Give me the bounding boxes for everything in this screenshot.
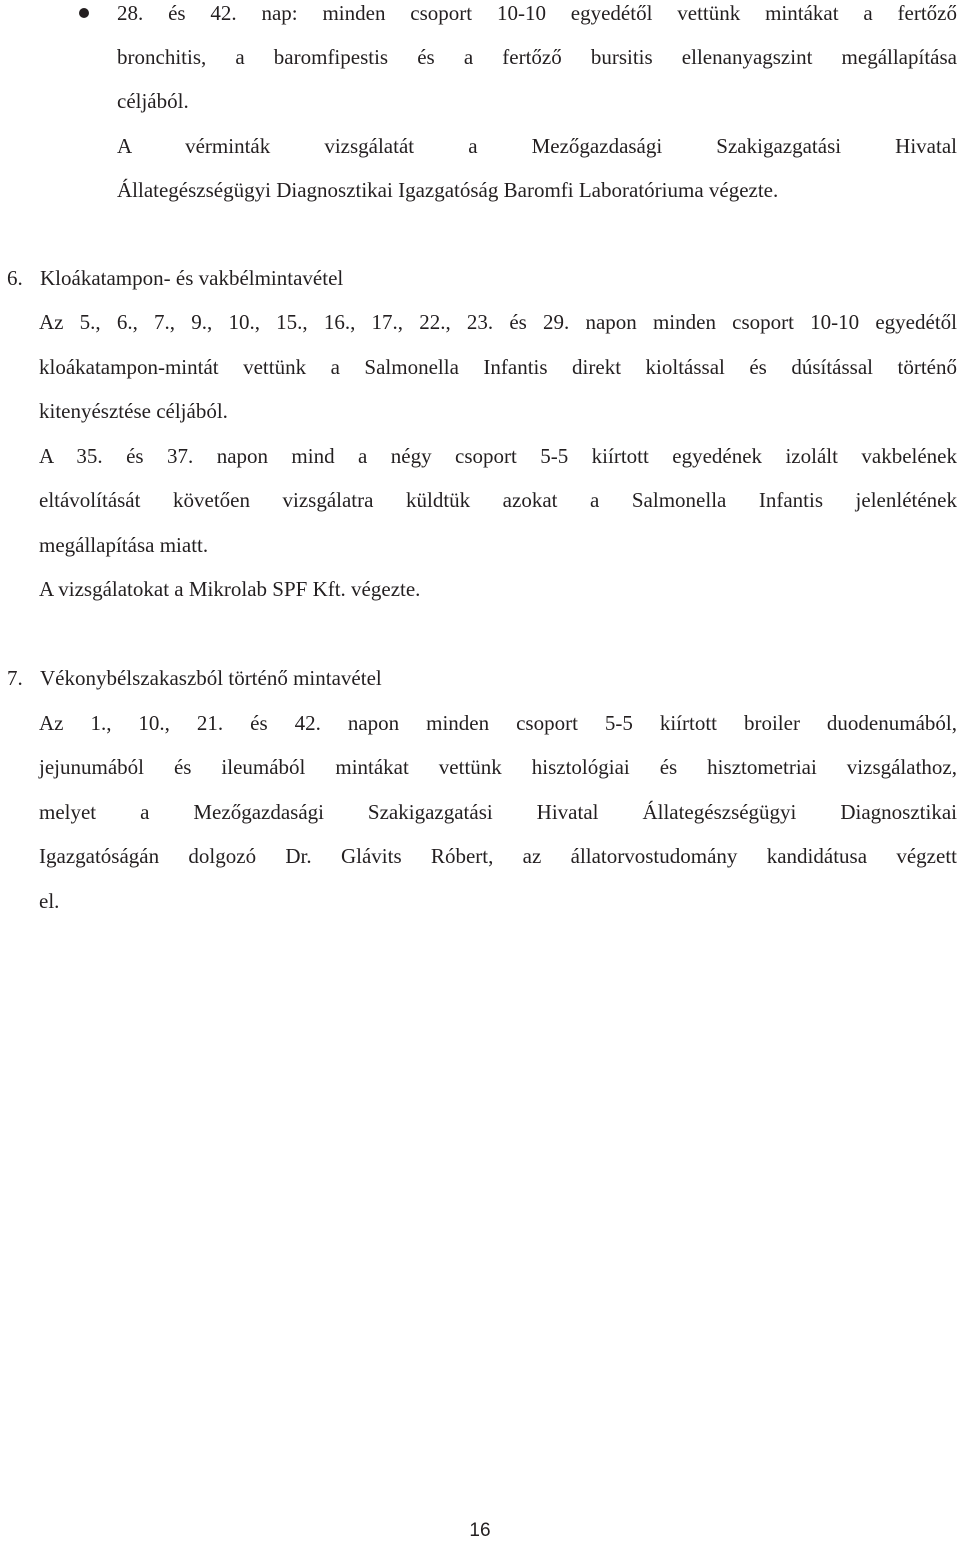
bullet-note-line-2: Állategészségügyi Diagnosztikai Igazgatóság Baromfi Laboratóriuma végezte. — [117, 178, 779, 202]
section-6-para3: A vizsgálatokat a Mikrolab SPF Kft. végezte. — [39, 577, 421, 601]
section-6-para1-line-2: kloákatampon-mintát vettünk a Salmonella Infantis direkt kioltással és dúsítással történő — [39, 355, 957, 379]
page-number: 16 — [469, 1520, 491, 1541]
bullet-line-1: 28. és 42. nap: minden csoport 10-10 egyedétől vettünk mintákat a fertőző — [117, 1, 957, 25]
bullet-line-3: céljából. — [117, 89, 189, 113]
section-7-number: 7. — [7, 666, 23, 690]
section-6-heading — [7, 265, 343, 291]
section-7-para1-line-3: melyet a Mezőgazdasági Szakigazgatási Hivatal Állategészségügyi Diagnosztikai — [39, 800, 957, 824]
section-7-para1-line-2: jejunumából és ileumából mintákat vettünk hisztológiai és hisztometriai vizsgálathoz, — [39, 755, 957, 779]
bullet-dot-icon — [79, 8, 89, 18]
section-7-title: Vékonybélszakaszból történő mintavétel — [40, 666, 382, 690]
section-6-para1-line-1: Az 5., 6., 7., 9., 10., 15., 16., 17., 22., 23. és 29. napon minden csoport 10-10 egyedétől — [39, 310, 957, 334]
section-6-para1-line-3: kitenyésztése céljából. — [39, 399, 228, 423]
section-6-para2-line-1: A 35. és 37. napon mind a négy csoport 5-5 kiírtott egyedének izolált vakbelének — [39, 444, 957, 468]
section-6-number: 6. — [7, 266, 23, 290]
bullet-line-2: bronchitis, a baromfipestis és a fertőző bursitis ellenanyagszint megállapítása — [117, 45, 957, 69]
section-7-para1-line-1: Az 1., 10., 21. és 42. napon minden csoport 5-5 kiírtott broiler duodenumából, — [39, 711, 957, 735]
section-6-title: Kloákatampon- és vakbélmintavétel — [40, 266, 344, 290]
section-7-heading — [7, 665, 382, 691]
section-7-para1-line-5: el. — [39, 889, 60, 913]
section-7-para1-line-4: Igazgatóságán dolgozó Dr. Glávits Róbert, az állatorvostudomány kandidátusa végzett — [39, 844, 957, 868]
section-6-para2-line-2: eltávolítását követően vizsgálatra küldtük azokat a Salmonella Infantis jelenlétének — [39, 488, 957, 512]
section-6-para2-line-3: megállapítása miatt. — [39, 533, 209, 557]
bullet-note-line-1: A vérminták vizsgálatát a Mezőgazdasági Szakigazgatási Hivatal — [117, 134, 957, 158]
